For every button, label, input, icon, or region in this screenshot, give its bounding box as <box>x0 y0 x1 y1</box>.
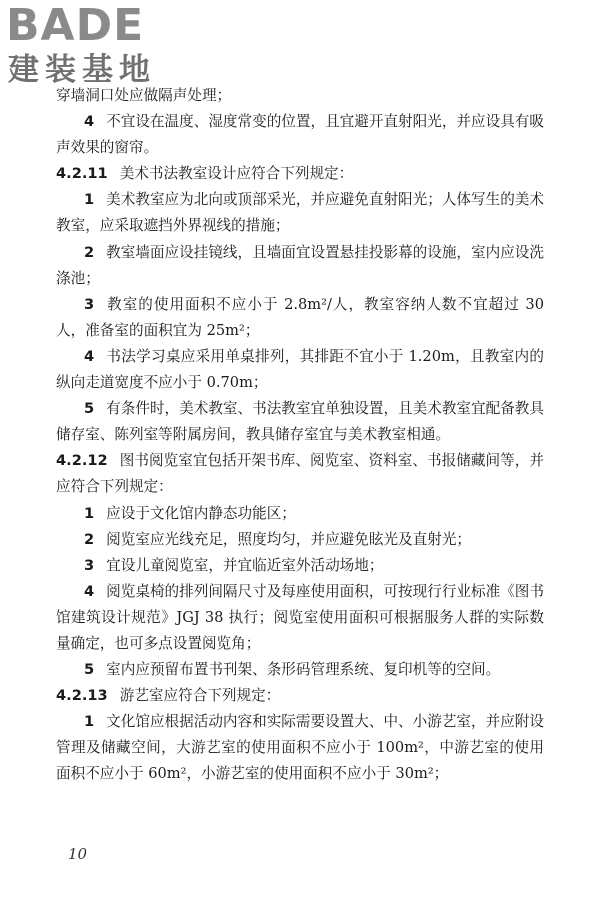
list-item <box>56 240 544 292</box>
clause-number: 4.2.12 <box>56 452 108 470</box>
item-text: 书法学习桌应采用单桌排列，其排距不宜小于 1.20m，且教室内的纵向走道宽度不应小于 0.70m； <box>56 347 544 392</box>
watermark-brand: BADE <box>6 0 145 51</box>
clause-heading <box>56 161 544 187</box>
paragraph-continuation <box>56 83 544 109</box>
watermark-subtitle: 建装基地 <box>8 52 156 88</box>
list-item <box>56 553 544 579</box>
list-item <box>56 396 544 448</box>
item-number: 1 <box>84 504 95 522</box>
item-text: 文化馆应根据活动内容和实际需要设置大、中、小游艺室，并应附设管理及储藏空间，大游艺室的使用面积不应小于 100m²，中游艺室的使用面积不应小于 60m²，小游艺室的使用面积不应小于 30m²； <box>56 713 544 783</box>
clause-text: 图书阅览室宜包括开架书库、阅览室、资料室、书报储藏间等，并应符合下列规定： <box>56 452 544 496</box>
clause-number: 4.2.11 <box>56 165 108 183</box>
paragraph-text: 穿墙洞口处应做隔声处理； <box>56 87 232 104</box>
item-text: 阅览桌椅的排列间隔尺寸及每座使用面积，可按现行行业标准《图书馆建筑设计规范》JGJ 38 执行；阅览室使用面积可根据服务人群的实际数量确定，也可多点设置阅览角； <box>56 582 544 652</box>
item-text: 阅览室应光线充足，照度均匀，并应避免眩光及直射光； <box>106 530 472 548</box>
list-item <box>56 344 544 396</box>
clause-text: 美术书法教室设计应符合下列规定： <box>119 165 354 183</box>
watermark-logo <box>6 2 176 94</box>
clause-text: 游艺室应符合下列规定： <box>119 687 281 705</box>
list-item <box>56 501 544 527</box>
item-number: 2 <box>84 530 95 548</box>
item-text: 教室墙面应设挂镜线，且墙面宜设置悬挂投影幕的设施，室内应设洗涤池； <box>56 243 544 287</box>
page-number: 10 <box>68 845 88 863</box>
item-text: 宜设儿童阅览室，并宜临近室外活动场地； <box>106 556 384 574</box>
item-number: 4 <box>84 113 95 131</box>
list-item <box>56 579 544 657</box>
document-body <box>56 83 544 788</box>
item-text: 室内应预留布置书刊架、条形码管理系统、复印机等的空间。 <box>106 661 501 679</box>
clause-heading <box>56 448 544 500</box>
item-text: 教室的使用面积不应小于 2.8m²/人，教室容纳人数不宜超过 30 人，准备室的面积宜为 25m²； <box>56 295 544 339</box>
list-item <box>56 709 544 787</box>
item-text: 不宜设在温度、湿度常变的位置，且宜避开直射阳光，并应设具有吸声效果的窗帘。 <box>56 113 544 157</box>
item-number: 2 <box>84 243 95 261</box>
item-number: 3 <box>84 295 95 313</box>
item-number: 1 <box>84 191 95 209</box>
list-item <box>56 527 544 553</box>
list-item <box>56 292 544 344</box>
item-number: 4 <box>84 582 95 600</box>
item-number: 4 <box>84 347 95 365</box>
list-item <box>56 657 544 683</box>
item-text: 美术教室应为北向或顶部采光，并应避免直射阳光；人体写生的美术教室，应采取遮挡外界视线的措施； <box>56 191 544 235</box>
item-text: 应设于文化馆内静态功能区； <box>106 504 296 522</box>
item-number: 1 <box>84 713 95 731</box>
item-number: 5 <box>84 661 95 679</box>
item-number: 3 <box>84 556 95 574</box>
clause-number: 4.2.13 <box>56 687 108 705</box>
item-text: 有条件时，美术教室、书法教室宜单独设置，且美术教室宜配备教具储存室、陈列室等附属房间，教具储存室宜与美术教室相通。 <box>56 400 544 444</box>
list-item <box>56 109 544 161</box>
item-number: 5 <box>84 400 95 418</box>
clause-heading <box>56 683 544 709</box>
list-item <box>56 187 544 239</box>
